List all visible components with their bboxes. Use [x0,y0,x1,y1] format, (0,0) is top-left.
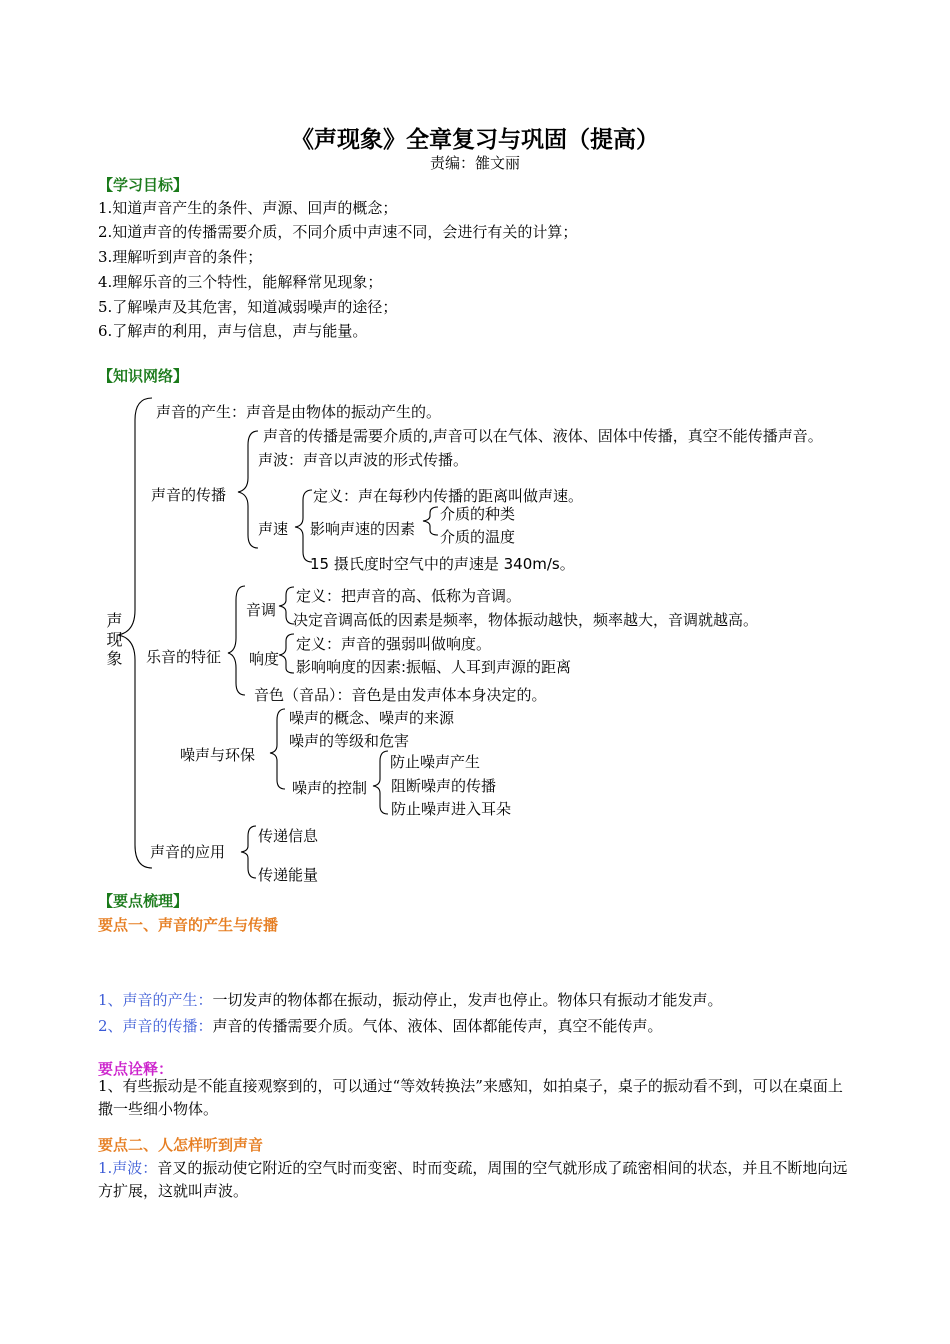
map-sound-wave: 声波：声音以声波的形式传播。 [258,451,469,469]
objective-item: 2.知道声音的传播需要介质，不同介质中声速不同，会进行有关的计算； [98,223,578,241]
map-noise-label: 噪声与环保 [180,746,256,764]
map-noise-concept: 噪声的概念、噪声的来源 [289,709,455,727]
keypoints-heading: 【要点梳理】 [98,892,189,910]
map-loudness-label: 响度 [249,650,280,668]
objective-item: 4.理解乐音的三个特性，能解释常见现象； [98,273,383,291]
keypoint-sound-wave-label: 1.声波： [98,1159,158,1177]
map-loudness-factor: 影响响度的因素:振幅、人耳到声源的距离 [296,658,572,676]
map-pitch-label: 音调 [246,601,277,619]
objectives-heading: 【学习目标】 [98,176,189,194]
map-noise-control-item: 防止噪声产生 [390,753,481,771]
map-pitch-factor: 决定音调高低的因素是频率，物体振动越快，频率越大，音调就越高。 [293,611,759,629]
map-speed-factor: 介质的温度 [440,528,516,546]
map-loudness-definition: 定义：声音的强弱叫做响度。 [296,635,492,653]
map-timbre: 音色（音品）：音色是由发声体本身决定的。 [254,686,547,704]
map-production: 声音的产生：声音是由物体的振动产生的。 [156,403,442,421]
map-application-label: 声音的应用 [150,843,226,861]
map-speed-factor: 介质的种类 [440,505,516,523]
keypoint-two-title: 要点二、人怎样听到声音 [98,1136,264,1154]
map-propagation-medium: 声音的传播是需要介质的,声音可以在气体、液体、固体中传播，真空不能传播声音。 [263,427,823,445]
map-noise-control-item: 阻断噪声的传播 [391,777,497,795]
keypoint-production-line [98,989,723,1010]
keypoint-propagation-label: 2、声音的传播： [98,1017,213,1035]
editor-line: 责编：雒文丽 [429,154,520,172]
keypoint-one-title: 要点一、声音的产生与传播 [98,916,279,934]
network-heading: 【知识网络】 [98,367,189,385]
keypoint-production-text: 一切发声的物体都在振动，振动停止，发声也停止。物体只有振动才能发声。 [212,991,723,1009]
explain-heading: 要点诠释： [98,1060,174,1078]
map-speed-factors-label: 影响声速的因素 [310,520,416,538]
objective-item: 6.了解声的利用，声与信息，声与能量。 [98,322,368,340]
objective-item: 5.了解噪声及其危害，知道减弱噪声的途径； [98,298,398,316]
map-noise-level: 噪声的等级和危害 [289,732,410,750]
keypoint-sound-wave-paragraph [98,1157,850,1203]
keypoint-propagation-text: 声音的传播需要介质。气体、液体、固体都能传声，真空不能传声。 [212,1017,663,1035]
map-music-label: 乐音的特征 [146,648,222,666]
map-speed-value: 15 摄氏度时空气中的声速是 340m/s。 [310,555,575,573]
keypoint-production-label: 1、声音的产生： [98,991,213,1009]
explain-text: 1、有些振动是不能直接观察到的，可以通过“等效转换法”来感知，如拍桌子，桌子的振动看不到，可以在桌面上撒一些细小物体。 [98,1077,843,1118]
map-application-item: 传递信息 [258,827,319,845]
objective-item: 3.理解听到声音的条件； [98,248,263,266]
keypoint-sound-wave-text: 音叉的振动使它附近的空气时而变密、时而变疏，周围的空气就形成了疏密相间的状态，并且不断地向远方扩展，这就叫声波。 [98,1159,848,1200]
page-title: 《声现象》全章复习与巩固（提高） [291,126,659,153]
map-application-item: 传递能量 [258,866,319,884]
network-root: 声现象 [104,612,123,669]
keypoint-propagation-line [98,1015,663,1036]
map-noise-control-label: 噪声的控制 [292,779,368,797]
map-noise-control-item: 防止噪声进入耳朵 [391,800,512,818]
map-speed-definition: 定义：声在每秒内传播的距离叫做声速。 [313,487,584,505]
objective-item: 1.知道声音产生的条件、声源、回声的概念； [98,199,398,217]
map-propagation-label: 声音的传播 [151,486,227,504]
map-pitch-definition: 定义：把声音的高、低称为音调。 [296,587,522,605]
map-speed-label: 声速 [258,520,289,538]
